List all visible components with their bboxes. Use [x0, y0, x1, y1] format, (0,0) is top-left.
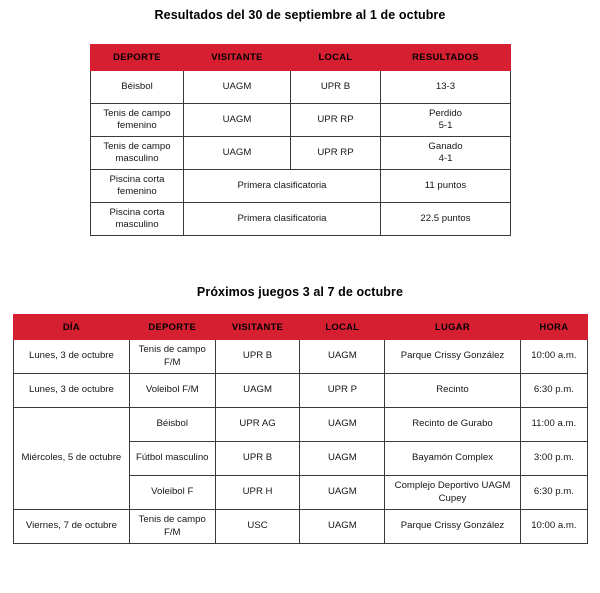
results-cell-visitante: UAGM: [184, 71, 291, 104]
table-row: [91, 71, 511, 104]
upcoming-cell-local: UAGM: [300, 510, 385, 544]
results-cell-local: UPR RP: [291, 137, 381, 170]
upcoming-cell-hora: 11:00 a.m.: [520, 408, 587, 442]
results-cell-resultado: [381, 104, 511, 137]
upcoming-cell-deporte: Tenis de campo F/M: [129, 340, 215, 374]
upcoming-header-visitante: VISITANTE: [215, 315, 300, 340]
upcoming-header-dia: DÍA: [14, 315, 130, 340]
upcoming-cell-deporte: Fútbol masculino: [129, 442, 215, 476]
results-cell-deporte: Tenis de campo femenino: [91, 104, 184, 137]
results-table-body: [91, 71, 511, 236]
results-cell-visitante: UAGM: [184, 137, 291, 170]
table-row: [14, 340, 588, 374]
upcoming-cell-deporte: Voleibol F: [129, 476, 215, 510]
upcoming-cell-deporte: Béisbol: [129, 408, 215, 442]
table-row: [14, 408, 588, 442]
upcoming-header-row: [14, 315, 588, 340]
results-cell-resultado: [381, 71, 511, 104]
results-table-header: [91, 45, 511, 71]
upcoming-cell-lugar: Parque Crissy González: [385, 340, 520, 374]
upcoming-cell-local: UAGM: [300, 340, 385, 374]
results-header-visitante: VISITANTE: [184, 45, 291, 71]
upcoming-section-title: Próximos juegos 3 al 7 de octubre: [196, 285, 404, 299]
table-row: [91, 137, 511, 170]
results-cell-deporte: Béisbol: [91, 71, 184, 104]
results-cell-local: UPR RP: [291, 104, 381, 137]
results-cell-deporte: Piscina corta femenino: [91, 170, 184, 203]
upcoming-cell-lugar: Parque Crissy González: [385, 510, 520, 544]
upcoming-cell-visitante: UPR AG: [215, 408, 300, 442]
results-resultado-line-2: 5-1: [438, 120, 453, 131]
upcoming-header-local: LOCAL: [300, 315, 385, 340]
results-section-title: Resultados del 30 de septiembre al 1 de octubre: [154, 8, 446, 22]
upcoming-cell-local: UAGM: [300, 442, 385, 476]
results-cell-resultado: [381, 170, 511, 203]
upcoming-cell-hora: 10:00 a.m.: [520, 340, 587, 374]
upcoming-cell-dia: Miércoles, 5 de octubre: [14, 408, 130, 510]
results-resultado-line-1: 11 puntos: [424, 179, 467, 191]
upcoming-cell-visitante: UAGM: [215, 374, 300, 408]
results-cell-local: UPR B: [291, 71, 381, 104]
results-header-deporte: DEPORTE: [91, 45, 184, 71]
upcoming-cell-visitante: UPR B: [215, 340, 300, 374]
upcoming-table-body: [14, 340, 588, 544]
results-cell-deporte: Piscina corta masculino: [91, 203, 184, 236]
upcoming-cell-local: UPR P: [300, 374, 385, 408]
results-cell-clasificatoria: Primera clasificatoria: [184, 203, 381, 236]
upcoming-header-lugar: LUGAR: [385, 315, 520, 340]
upcoming-table-header: [14, 315, 588, 340]
upcoming-cell-visitante: UPR H: [215, 476, 300, 510]
upcoming-cell-lugar: Complejo Deportivo UAGM Cupey: [385, 476, 520, 510]
results-resultado-line-2: 4-1: [438, 153, 453, 164]
upcoming-header-hora: HORA: [520, 315, 587, 340]
upcoming-games-table: [13, 314, 588, 544]
results-resultado-line-1: 22.5 puntos: [420, 212, 471, 224]
results-header-row: [91, 45, 511, 71]
upcoming-cell-local: UAGM: [300, 476, 385, 510]
upcoming-cell-hora: 6:30 p.m.: [520, 374, 587, 408]
table-row: [91, 203, 511, 236]
results-header-resultados: RESULTADOS: [381, 45, 511, 71]
upcoming-cell-local: UAGM: [300, 408, 385, 442]
upcoming-header-deporte: DEPORTE: [129, 315, 215, 340]
upcoming-cell-deporte: Tenis de campo F/M: [129, 510, 215, 544]
upcoming-cell-dia: Viernes, 7 de octubre: [14, 510, 130, 544]
results-resultado-line-1: 13-3: [435, 80, 456, 92]
upcoming-cell-lugar: Recinto de Gurabo: [385, 408, 520, 442]
results-cell-visitante: UAGM: [184, 104, 291, 137]
upcoming-cell-lugar: Bayamón Complex: [385, 442, 520, 476]
table-row: [14, 374, 588, 408]
table-row: [91, 170, 511, 203]
results-cell-resultado: [381, 203, 511, 236]
results-cell-deporte: Tenis de campo masculino: [91, 137, 184, 170]
upcoming-cell-lugar: Recinto: [385, 374, 520, 408]
upcoming-cell-dia: Lunes, 3 de octubre: [14, 340, 130, 374]
results-cell-resultado: [381, 137, 511, 170]
results-header-local: LOCAL: [291, 45, 381, 71]
results-table: [90, 44, 511, 236]
upcoming-cell-visitante: UPR B: [215, 442, 300, 476]
upcoming-cell-visitante: USC: [215, 510, 300, 544]
upcoming-cell-dia: Lunes, 3 de octubre: [14, 374, 130, 408]
table-row: [91, 104, 511, 137]
results-cell-clasificatoria: Primera clasificatoria: [184, 170, 381, 203]
upcoming-cell-hora: 10:00 a.m.: [520, 510, 587, 544]
upcoming-cell-hora: 6:30 p.m.: [520, 476, 587, 510]
results-resultado-line-1: Ganado: [428, 140, 463, 152]
table-row: [14, 510, 588, 544]
results-resultado-line-1: Perdido: [428, 107, 463, 119]
upcoming-cell-hora: 3:00 p.m.: [520, 442, 587, 476]
upcoming-cell-deporte: Voleibol F/M: [129, 374, 215, 408]
